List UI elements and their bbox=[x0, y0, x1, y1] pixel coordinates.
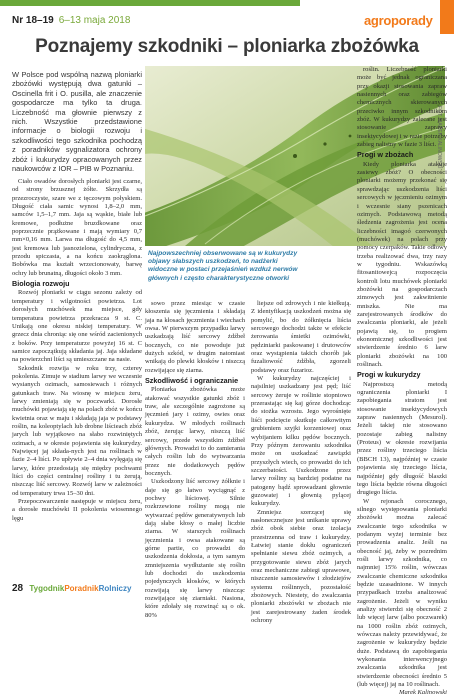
issue-info bbox=[12, 15, 130, 26]
brand-logo: agroporady bbox=[364, 13, 433, 28]
paragraph: roślin. Liczebność ploniarki może być jednak ograniczana przy okazji stosowania zapraw nasiennych oraz zabiegów chemicznych skierowanych przeciwko innym szkodnikom zbóż. W kukurydzy zalecane jest stosowanie zaprawy insektycydowej i w razie potrzeby zabieg nalistny w fazie 3 liści. bbox=[357, 66, 447, 149]
article-column-4 bbox=[357, 66, 447, 698]
paragraph: Uszkodzony liść sercowy żółknie i daje się go łatwo wyciągnąć z pochwy liściowej. Silnie rozkrzewione rośliny mogą nie wytwarzać pędów generatywnych lub dają słabe kłosy o małej liczbie ziarna. W starszych roślinach jęczmienia i owsa atakowane są górne partie, co prowadzi do uszkodzenia dokłosia, a tym samym zmniejszenia wydłużanie się roślin lub dochodzi do uszkodzenia pojedynczych kłosków, w których rozwijają się larwy niszcząc rozwijające się ziarniaki. Nasiona, które zdołały się rozwinąć są o ok. 80% bbox=[145, 478, 245, 619]
photo-credit: FOT. MAREK KALINOWSKI bbox=[436, 106, 442, 169]
section-heading: Progi w kukurydzy bbox=[357, 370, 421, 380]
paragraph: Zmniejsz szerzącej się nasłonecznejsze jest unikanie uprawy zbóż obok siebie oraz izolacja przestrzenna od traw i kukurydzy. Łatwiej stanie dokłu ograniczeń spełnianie siewu zbóż ozimych, a przygotowanie siewu zbóż jarych oraz mechaniczne zabiegi uprawowe, niszczenie samosiewów i złodziejów systemu roślinnych, pozostałość zbożowych. Niestety, do zwalczania ploniarki zbożówki w zbożach nie jest zarejestrowany żaden środek ochrony bbox=[251, 508, 351, 625]
footer-brand-part3: Rolniczy bbox=[98, 584, 132, 593]
footer-brand-part1: Tygodnik bbox=[29, 584, 65, 593]
page-footer bbox=[12, 583, 131, 594]
article-author: Marek Kalinowski bbox=[399, 689, 447, 697]
paragraph: W kukurydzy najczęściej i najsilniej uszkadzany jest pęd; liść sercowy żeruje w roślinie stopniowo przerastając się kaj górze dochodząc do stożka wzrostu. Jego wyrośnięte liśći podcięcie skutkuje całkowitym grubieniem szyjki korzeniowej oraz wybijaniem kilku pędów bocznych. Przy późnym żerowaniu szkodnika może on uszkadzać zawiązki przyszłych wiech, co prowadzi do ich szczerbatości. Uszkodzone przez larwy rośliny są bardziej podatne na patogeny bądź sprowadzani głownie guzowatej i głownią pylącej kukurydzy. bbox=[251, 375, 351, 508]
article-column-2 bbox=[145, 300, 245, 620]
photo-caption: Najpowszechniej obserwowane są w kukurydzy objawy słabszych uszkodzeń, to nadżerki widoczne w postaci przejaśnień wzdłuż nerwów głównych i często charakterystyczne otworki bbox=[148, 250, 298, 282]
brand-flag bbox=[440, 0, 454, 34]
issue-date: 6–13 maja 2018 bbox=[58, 15, 131, 26]
section-heading: Biologia rozwoju bbox=[12, 279, 70, 289]
section-heading: Szkodliwość i ograniczanie bbox=[145, 376, 239, 386]
paragraph: Ciało owadów dorosłych ploniarki jest czarne, od strony brzusznej żółte. Skrzydła są przezroczyste, szare we z tęczowym połyskiem. Długość ciała samic wynosi 1,8–2,0 mm, samców 1,5–1,7 mm. Jaja są wąskie, białe lub kremowe, podłużne bruzdkowane oraz poprzecznie prążkowane i mają wymiary 0,7 mm×0,16 mm. Larwa ma długość do 4,5 mm, jest kremowa lub jasnozielona, cylindryczna, z przodu spiczasta, a na końcu zaokrąglona. Bobówka ma kształt wrzecionowaty, barwę ochry lub brunatną, długości około 3 mm. bbox=[12, 178, 142, 277]
article-column-3 bbox=[251, 300, 351, 625]
paragraph: Szkodnik rozwija w roku trzy, czterey pokolenia. Zimuje w stadium larwy we wczesnie wysianych ozimach, samosiewach i różnych gatunkach traw. Na wiosnę w miejscu żeru, larwy zmieniają się w poczwarki. Dorosłe muchówki pojawiają się na polach zbóż w końcu kwietnia oraz w maju i składają jaja w podstawy roślin, na koleoptylach lub drobne liścieach zbóż jarych lub wyjątkowo na słabo rozwiniętych ozimach, a w okresie pojawienia się kukurydzy. Najwięcej jaj składa-nych jest na roślinach w fazie 2–4 liści. Po upływie 2–4 dnia wylęgają się larwy, które przedostają się między pochwami liści do części centralnej rośliny i tu żerują, niszcząc liść sercowy. Rozwój larw w zależności od temperatury trwa 15–30 dni. bbox=[12, 364, 142, 497]
article-column-1 bbox=[12, 178, 142, 523]
paragraph: Ploniarka zbożówka może atakować wszystkie gatunki zbóż i traw, ale szczególnie zagrożone są jęczmień jary i ozimy, owies oraz kukurydza. W młodych roślinach zbóż, żerując larwy, niszczą liść sercowy, przede wszystkim żdźbeł głównych. Prowadzi to do zamierania całych roślin lub do wytwarzania przez nie dodatkowych pędów bocznych. bbox=[145, 386, 245, 477]
paragraph: Rozwój ploniarki w ciągu sezonu zależy od temperatury i wilgotności powietrza. Lot dorosłych muchówek ma miejsce, gdy temperatura powietrza przekracza 9 st. C. Unikają one okresu niskiej temperatury. W grzecz dnia chroniąc się one wśród zacienionych z boków. Przy temperaturze powyżej 16 st. C samice zapoczątkują składania jaj. Jaja składane na powierzchni liści są umieszczane na nasie. bbox=[12, 289, 142, 364]
article-title: Poznajemy szkodniki – ploniarka zbożówka bbox=[35, 36, 419, 57]
header-green-bar bbox=[0, 0, 300, 6]
paragraph: W rejonach corocznego, silnego występowania ploniarki zbożówki można zalecać zwalczanie tego szkodnika w podanym wyżej terminie bez prowadzenia analiz. Jeśli na obecność jaj, żeby w pozrednim rośli larwy szkodnika, co najmniej 15% roślin, wówczas zwalczanie chemiczne szkodnika będzie uzasadnione. W innych przypadkach trzeba analizować zagrożenie. Jeżeli w wyniku analizy stwierdzi się obecność 2 lub więcej larw (albo poczwarek) na 1000 roślin zbóż ozimych, wówczas należy przewidywać, że zagrożenie w kukurydzy będzie duże. Podstawą do zapobiegania wykonania interwencyjnego zwalczania szkodnika jest stwierdzenie obecności średnio 5 (lub więcej) jaj na 10 roślinach. bbox=[357, 497, 447, 689]
paragraph: sowo przez miesiąc w czasie kłoszenia się jęczmienia i składają jaja na kłosach jęczmienia i wiechach owsa. W pierwszym przypadku larwy uszkadzają liść sercowy żdźbeł bocznych, co nie powoduje już dużych szkód, w drugim natomiast wnikają do plewki kłosków i niszczą rozwijające się ziarna. bbox=[145, 300, 245, 374]
article-lead: W Polsce pod wspólną nazwą ploniarki zbożówki występują dwa gatunki – Oscinella frit i O. pusilla, ale znaczenie gospodarcze ma tylko ta druga. Liczebność ma głownie pierwszy z nich. Wszystkie przedstawione informacje o biologii rozwoju i szkodliwości tego szkodnika pochodzą z poradników sygnalizatora ochrony zbóż i kukurydzy opracowanych przez naukowców z IOR – PIB w Poznaniu. bbox=[12, 70, 142, 174]
section-heading: Progi w zbożach bbox=[357, 150, 414, 160]
paragraph: Najprostszą metodą ograniczenia ploniarki I zapobiegania stratom jest stosowanie insektycydowych zapraw nasiennych (Mesurol). Jeżeli takiej nie stosowano pozostaje zabieg nalistny (Proteus) w okresie rozwijania przez rośliny trzeciego liścia (BBCH 13), najpóźniej w czasie pojawienia się trzeciego liścia, najpóźniej gdy długość blaszki tego liścia będzie równa długości drugiego liścia. bbox=[357, 380, 447, 497]
page-number: 28 bbox=[12, 583, 24, 594]
paragraph: liejsze od zdrowych i nie kiełkują. Z identyfikacją uszkodzeń można się pomylić, bo do żółknięcia liścia sercowego dochodzi także w efekcie żerowania śmietki ozimówki, pędziniarki paskowanej i drutowców oraz wystąpienia takich chorób jak fuzaliowość żdźbła, zgorzeli podstawy oraz fuzarioz. bbox=[251, 300, 351, 374]
issue-number: Nr 18–19 bbox=[12, 15, 54, 26]
footer-brand-part2: Poradnik bbox=[64, 584, 99, 593]
paragraph: Kiedy ploniarka atakuje zasiewy zbóż? O obecności ploniarki możemy przekonać się sprawdzając uszkodzenia liści sercowych w jęczmieniu ozimym i wczesnie siany pszenicach ozimych. Podstawową metodą śledzenia zagrożenia jest ocena liczebności imagoó czerwonych (muchówek) na polach przy pomocy czerpaków. Takie odłowy trzeba realizować dwa, trzy razy w tygodniu. Wskazówką fitosanitowejcą rozpoczęcia kontroli lotu muchówek ploniarki zbożówki na gospodarczach zimowych jest zakwitnienie mniszka. Nie ma zarejestrowanych środków do zwalczania ploniarki, ale jeżeli pojawią się, to progiem ekonomicznej szkodliwości jest stwierdzenie średnio 6 larw ploniarki zbożówki na 100 roślinach. bbox=[357, 160, 447, 369]
page-header bbox=[0, 0, 454, 34]
paragraph: Przepoczwarczenie następuje w miejscu żeru, a dorosłe muchówki II pokolenia wiosennego lęgu bbox=[12, 498, 142, 522]
